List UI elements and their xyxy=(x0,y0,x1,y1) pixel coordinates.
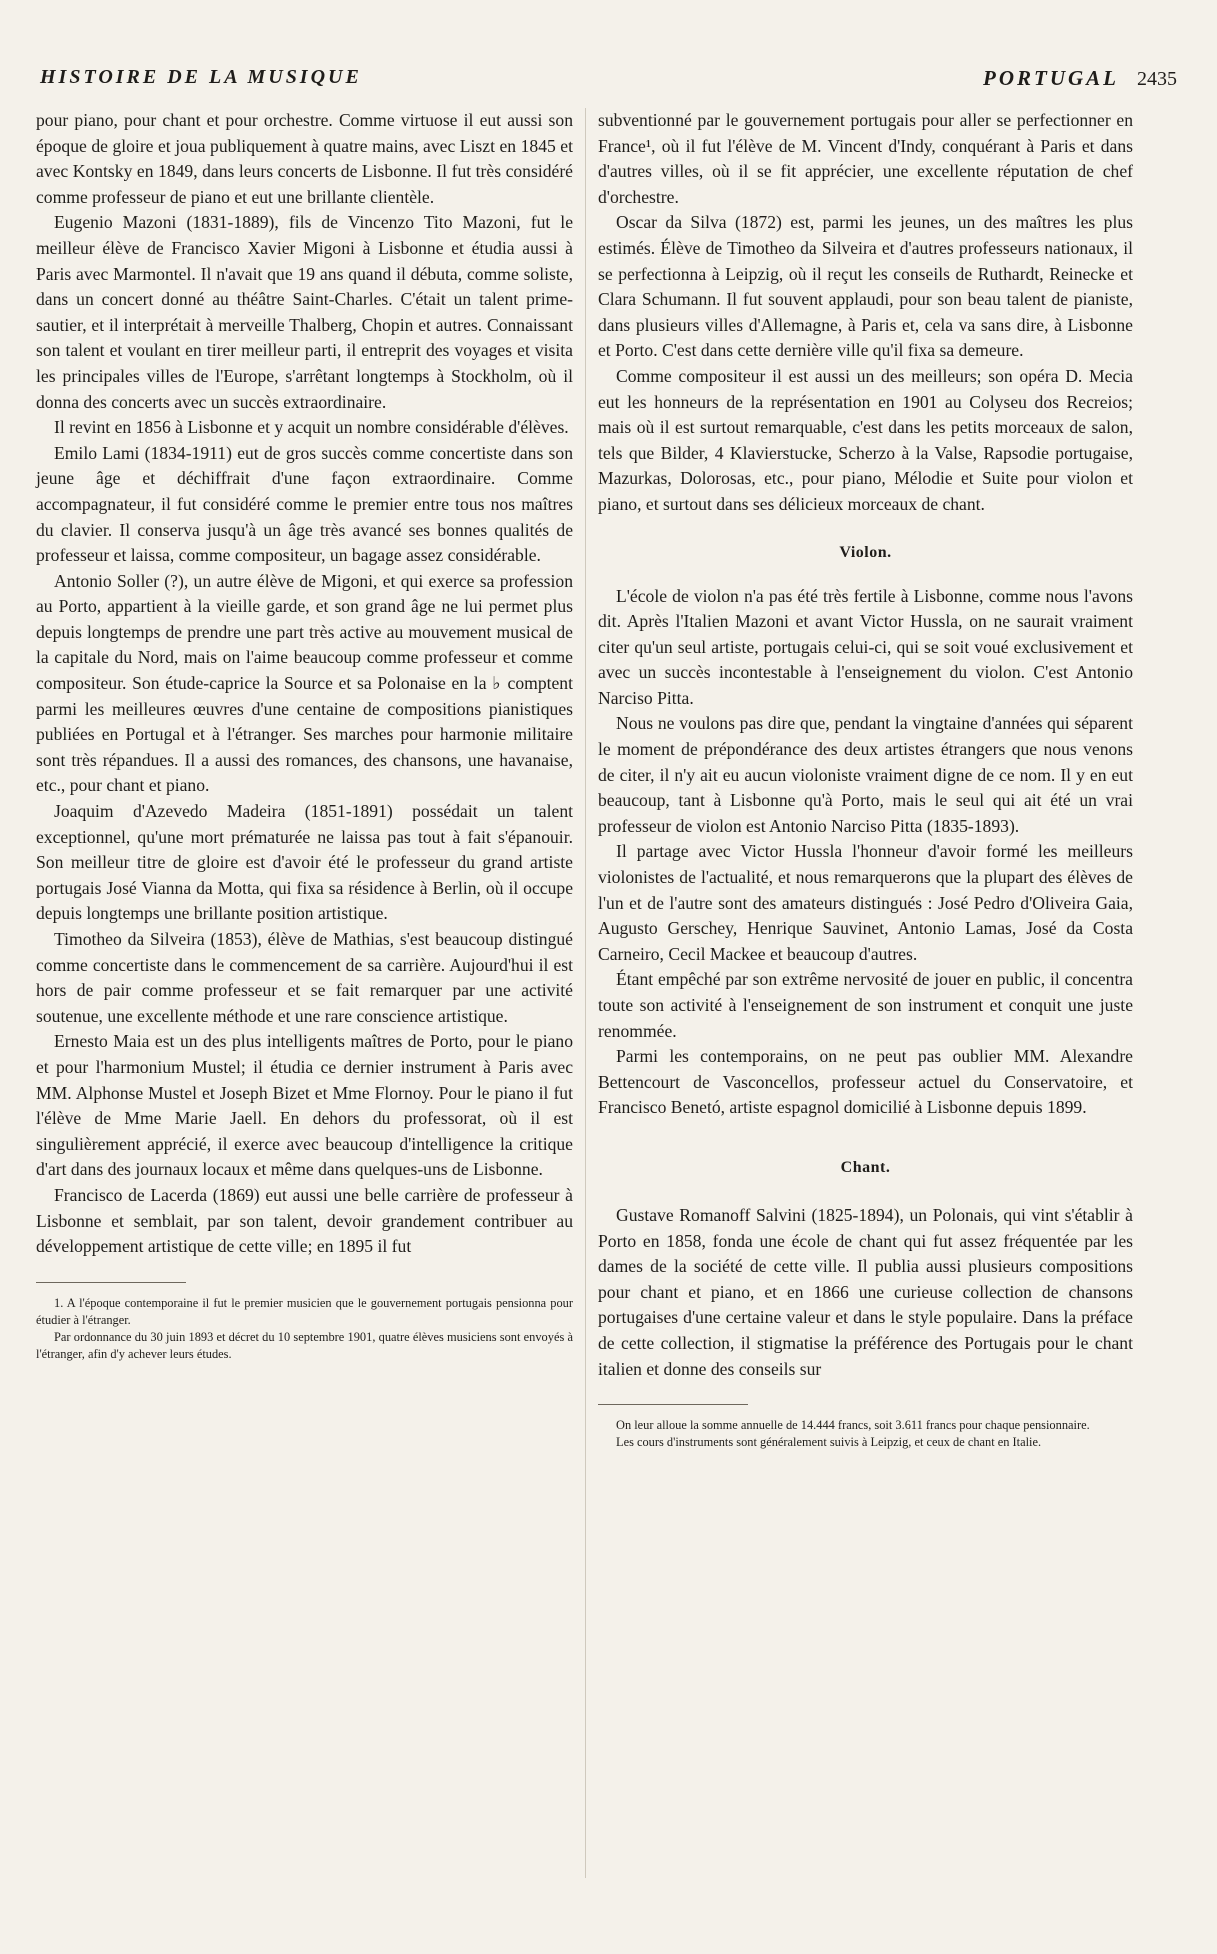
left-column xyxy=(36,108,573,1363)
right-column xyxy=(598,108,1133,1451)
paragraph: Il revint en 1856 à Lisbonne et y acquit un nombre considérable d'élèves. xyxy=(54,417,569,438)
footnote: 1. A l'époque contemporaine il fut le premier musicien que le gouvernement portugais pensionna pour étudier à l'étranger. xyxy=(36,1295,573,1327)
running-head xyxy=(40,66,1177,92)
chapter-title: PORTUGAL xyxy=(983,66,1119,90)
running-head-book-title: HISTOIRE DE LA MUSIQUE xyxy=(40,66,362,88)
paragraph: subventionné par le gouvernement portugais pour aller se perfectionner en France¹, où il fut l'élève de M. Vincent d'Indy, conquérant à Paris et dans d'autres villes, où il se fit apprécier, une excellente réputation de chef d'orchestre. xyxy=(598,110,1133,207)
paragraph: Francisco de Lacerda (1869) eut aussi une belle carrière de professeur à Lisbonne et semblait, par son talent, devoir grandement contribuer au développement artistique de cette ville; en 1895 il fut xyxy=(36,1184,573,1257)
paragraph: Comme compositeur il est aussi un des meilleurs; son opéra D. Mecia eut les honneurs de la représentation en 1901 au Colyseu dos Recreios; mais où il est surtout remarquable, c'est dans les petits morceaux de salon, tels que Bilder, 4 Klavierstucke, Scherzo à la Valse, Rapsodie portugaise, Mazurkas, Dolorosas, etc., pour piano, Mélodie et Suite pour violon et piano, et surtout dans ses délicieux morceaux de chant. xyxy=(598,365,1133,514)
paragraph: Oscar da Silva (1872) est, parmi les jeunes, un des maîtres les plus estimés. Élève de Timotheo da Silveira et d'autres professeurs nationaux, il se perfectionna à Leipzig, où il reçut les conseils de Ruthardt, Reinecke et Clara Schumann. Il fut souvent applaudi, pour son beau talent de pianiste, dans plusieurs villes d'Allemagne, à Paris et, cela va sans dire, à Lisbonne et Porto. C'est dans cette dernière ville qu'il fixa sa demeure. xyxy=(598,212,1133,361)
paragraph: Joaquim d'Azevedo Madeira (1851-1891) possédait un talent exceptionnel, qu'une mort prématurée ne laissa pas tout à fait s'épanouir. Son meilleur titre de gloire est d'avoir été le professeur du grand artiste portugais José Vianna da Motta, qui fixa sa résidence à Berlin, où il occupe depuis longtemps une brillante position artistique. xyxy=(36,801,573,924)
paragraph: Parmi les contemporains, on ne peut pas oublier MM. Alexandre Bettencourt de Vasconcellos, professeur actuel du Conservatoire, et Francisco Benetó, artiste espagnol domicilié à Lisbonne depuis 1899. xyxy=(598,1046,1133,1118)
section-heading-chant: Chant. xyxy=(840,1158,891,1176)
paragraph: Il partage avec Victor Hussla l'honneur d'avoir formé les meilleurs violonistes de l'actualité, et nous remarquerons que la plupart des élèves de l'un et de l'autre sont des amateurs distingués : José Pedro d'Oliveira Gaia, Augusto Gerschey, Henrique Sauvinet, Antonio Lamas, José da Costa Carneiro, Cecil Mackee et beaucoup d'autres. xyxy=(598,841,1133,964)
running-head-chapter xyxy=(983,66,1177,91)
paragraph: Ernesto Maia est un des plus intelligents maîtres de Porto, pour le piano et pour l'harmonium Mustel; il étudia ce dernier instrument à Paris avec MM. Alphonse Mustel et Joseph Bizet et Mme Flornoy. Pour le piano il fut l'élève de Mme Marie Jaell. En dehors du professorat, où il est singulièrement apprécié, il exerce avec beaucoup d'intelligence la critique d'art dans des journaux locaux et même dans quelques-uns de Lisbonne. xyxy=(36,1031,573,1180)
paragraph: Eugenio Mazoni (1831-1889), fils de Vincenzo Tito Mazoni, fut le meilleur élève de Francisco Xavier Migoni à Lisbonne et étudia aussi à Paris avec Marmontel. Il n'avait que 19 ans quand il débuta, comme soliste, dans un concert donné au théâtre Saint-Charles. C'était un talent prime-sautier, et il interprétait à merveille Thalberg, Chopin et autres. Connaissant son talent et voulant en tirer meilleur parti, il entreprit des voyages et visita les principales villes de l'Europe, s'arrêtant longtemps à Stockholm, où il donna des concerts avec un succès extraordinaire. xyxy=(36,212,573,412)
footnote: Par ordonnance du 30 juin 1893 et décret du 10 septembre 1901, quatre élèves musiciens sont envoyés à l'étranger, afin d'y achever leurs études. xyxy=(36,1329,573,1361)
page-number: 2435 xyxy=(1137,68,1177,90)
paragraph: pour piano, pour chant et pour orchestre. Comme virtuose il eut aussi son époque de gloire et joua publiquement à quatre mains, avec Liszt en 1845 et avec Kontsky en 1849, dans leurs concerts de Lisbonne. Il fut très considéré comme professeur de piano et eut une brillante clientèle. xyxy=(36,110,573,207)
paragraph: L'école de violon n'a pas été très fertile à Lisbonne, comme nous l'avons dit. Après l'Italien Mazoni et avant Victor Hussla, on ne saurait vraiment citer qu'un seul artiste, portugais celui-ci, qui se soit voué exclusivement et avec un succès incontestable à l'enseignement du violon. C'est Antonio Narciso Pitta. xyxy=(598,585,1133,708)
section-heading-violon: Violon. xyxy=(839,543,892,561)
footnote-divider xyxy=(36,1282,186,1283)
footnote-divider xyxy=(598,1404,748,1405)
paragraph: Timotheo da Silveira (1853), élève de Mathias, s'est beaucoup distingué comme concertiste dans le commencement de sa carrière. Aujourd'hui il est hors de pair comme professeur et se fait remarquer par une activité soutenue, une excellente méthode et une rare conscience artistique. xyxy=(36,929,573,1026)
paragraph: Gustave Romanoff Salvini (1825-1894), un Polonais, qui vint s'établir à Porto en 1858, fonda une école de chant qui fut assez fréquentée par les dames de la société de cette ville. Il publia aussi plusieurs compositions pour chant et piano, et en 1866 une curieuse collection de chansons portugaises d'une certaine valeur et dans le style populaire. Dans la préface de cette collection, il stigmatise la préférence des Portugais pour le chant italien et donne des conseils sur xyxy=(598,1204,1133,1379)
paragraph: Étant empêché par son extrême nervosité de jouer en public, il concentra toute son activité à l'enseignement de son instrument et conquit une juste renommée. xyxy=(598,969,1133,1041)
paragraph: Nous ne voulons pas dire que, pendant la vingtaine d'années qui séparent le moment de prépondérance des deux artistes étrangers que nous venons de citer, il n'y ait eu aucun violoniste vraiment digne de ce nom. Il y en eut beaucoup, tant à Lisbonne qu'à Porto, mais le seul qui ait été un vrai professeur de violon est Antonio Narciso Pitta (1835-1893). xyxy=(598,713,1133,836)
footnote: Les cours d'instruments sont généralement suivis à Leipzig, et ceux de chant en Italie. xyxy=(616,1435,1042,1450)
paragraph: Emilo Lami (1834-1911) eut de gros succès comme concertiste dans son jeune âge et déchiffrait d'une façon extraordinaire. Comme accompagnateur, il fut considéré comme le premier entre tous nos maîtres du clavier. Il conserva jusqu'à un âge très avancé ses bonnes qualités de professeur et laissa, comme compositeur, un bagage assez considérable. xyxy=(36,442,573,566)
column-divider xyxy=(585,108,586,1878)
paragraph: Antonio Soller (?), un autre élève de Migoni, et qui exerce sa profession au Porto, appartient à la vieille garde, et son grand âge ne lui permet plus depuis longtemps de prendre une part très active au mouvement musical de la capitale du Nord, mais on l'aime beaucoup comme professeur et comme compositeur. Son étude-caprice la Source et sa Polonaise en la ♭ comptent parmi les meilleures œuvres d'une centaine de compositions pianistiques publiées en Portugal et à l'étranger. Ses marches pour harmonie militaire sont très répandues. Il a aussi des romances, des chansons, une havanaise, etc., pour chant et piano. xyxy=(36,570,573,796)
footnote: On leur alloue la somme annuelle de 14.444 francs, soit 3.611 francs pour chaque pensionnaire. xyxy=(616,1418,1090,1433)
